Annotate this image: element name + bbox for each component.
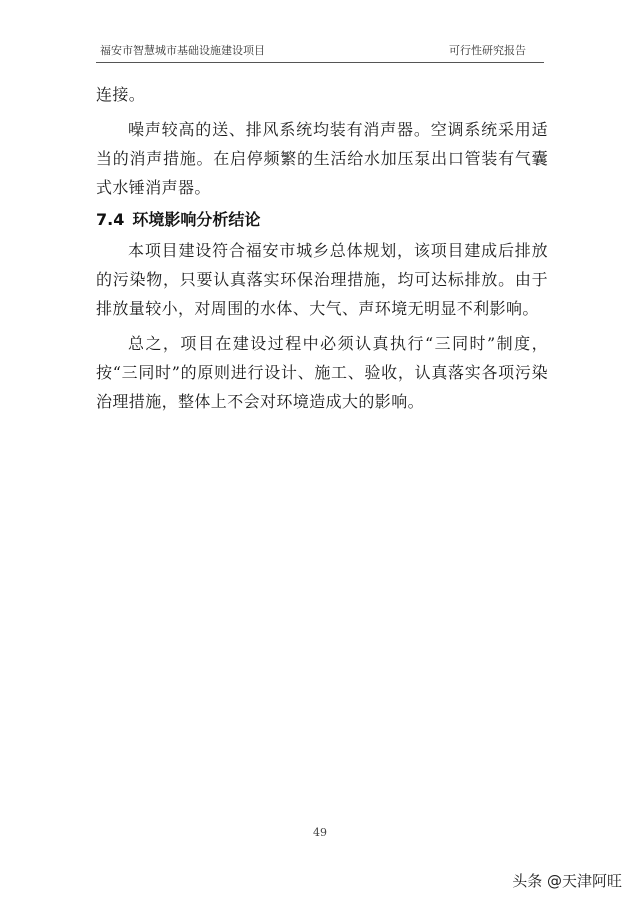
header-report-type: 可行性研究报告 [449,44,526,57]
paragraph-planning-compliance: 本项目建设符合福安市城乡总体规划，该项目建成后排放的污染物，只要认真落实环保治理措施，均可达标排放。由于排放量较小，对周围的水体、大气、声环境无明显不利影响。 [96,241,548,318]
body-text [96,80,548,416]
header-project-title: 福安市智慧城市基础设施建设项目 [100,44,265,57]
paragraph-noise-control: 噪声较高的送、排风系统均装有消声器。空调系统采用适当的消声措施。在启停频繁的生活给水加压泵出口管装有气囊式水锤消声器。 [96,120,548,197]
section-title: 环境影响分析结论 [132,210,261,229]
watermark-text: 头条 @天津阿旺 [512,872,622,890]
paragraph-conclusion: 总之，项目在建设过程中必须认真执行“三同时”制度，按“三同时”的原则进行设计、施工、验收，认真落实各项污染治理措施，整体上不会对环境造成大的影响。 [96,334,548,411]
section-heading [96,206,548,234]
page-header [96,40,544,63]
paragraph-continuation: 连接。 [96,85,146,104]
page-number: 49 [313,826,327,839]
section-number: 7.4 [96,210,125,229]
